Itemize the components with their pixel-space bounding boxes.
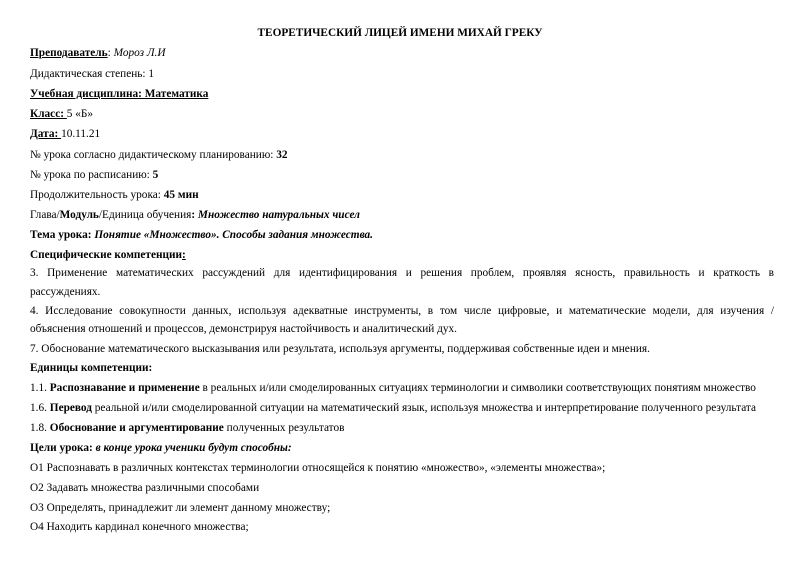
date-value: 10.11.21 bbox=[61, 128, 101, 140]
unit-1-8-rest: полученных результатов bbox=[223, 422, 345, 434]
goal-o3: О3 Определять, принадлежит ли элемент данному множеству; bbox=[30, 502, 331, 514]
class-label: Класс: bbox=[30, 108, 67, 120]
competency-item-3-cont: рассуждениях. bbox=[30, 286, 101, 298]
lesson-plan-line bbox=[30, 148, 288, 162]
teacher-label: Преподаватель bbox=[30, 47, 108, 59]
lesson-schedule-line bbox=[30, 168, 158, 182]
goal-o2: О2 Задавать множества различными способами bbox=[30, 482, 260, 494]
competencies-heading bbox=[30, 248, 186, 262]
chapter-pre: Глава/ bbox=[30, 209, 60, 221]
competencies-heading-colon: : bbox=[182, 249, 186, 261]
unit-1-1-num: 1.1. bbox=[30, 382, 50, 394]
subject-line: Учебная дисциплина: Математика bbox=[30, 88, 209, 100]
date-label: Дата: bbox=[30, 128, 62, 140]
unit-1-1-bold: Распознавание и применение bbox=[49, 382, 200, 394]
chapter-line bbox=[30, 208, 360, 222]
lesson-schedule-text: № урока по расписанию: bbox=[30, 169, 153, 181]
unit-1-1-rest: в реальных и/или смоделированных ситуациях терминологии и символики соответствующих понятиям множество bbox=[199, 382, 756, 394]
units-heading: Единицы компетенции: bbox=[30, 362, 153, 374]
topic-line bbox=[30, 228, 373, 242]
class-value: 5 «Б» bbox=[66, 108, 94, 120]
competency-item-4: 4. Исследование совокупности данных, используя адекватные инструменты, в том числе цифровые, и математические модели, для изучения / bbox=[30, 305, 774, 317]
unit-1-8 bbox=[30, 421, 344, 435]
goals-label: Цели урока: bbox=[30, 442, 96, 454]
unit-1-1 bbox=[30, 381, 756, 395]
topic-label: Тема урока: bbox=[30, 229, 95, 241]
unit-1-6-rest: реальной и/или смоделированной ситуации на математический язык, используя множества и интерпретирование полученного результата bbox=[91, 402, 757, 414]
date-line bbox=[30, 127, 100, 141]
goals-heading bbox=[30, 441, 292, 455]
teacher-sep: : bbox=[107, 47, 114, 59]
unit-1-6-bold: Перевод bbox=[49, 402, 92, 414]
competency-item-7: 7. Обоснование математического высказывания или результата, используя аргументы, поддерживая собственные идеи и мнения. bbox=[30, 343, 650, 355]
unit-1-8-bold: Обоснование и аргументирование bbox=[49, 422, 224, 434]
competency-item-3: 3. Применение математических рассуждений для идентифицирования и решения проблем, проявляя ясность, правильность и краткость в bbox=[30, 267, 774, 279]
lesson-plan-value: 32 bbox=[276, 149, 288, 161]
class-line bbox=[30, 107, 93, 121]
chapter-colon: : bbox=[191, 209, 198, 221]
chapter-post: /Единица обучения bbox=[98, 209, 192, 221]
duration-line bbox=[30, 188, 199, 202]
duration-text: Продолжительность урока: bbox=[30, 189, 164, 201]
lesson-schedule-value: 5 bbox=[152, 169, 159, 181]
competencies-heading-text: Специфические компетенции bbox=[30, 249, 183, 261]
chapter-value: Множество натуральных чисел bbox=[197, 209, 360, 221]
goal-o4: О4 Находить кардинал конечного множества; bbox=[30, 521, 249, 533]
degree-line: Дидактическая степень: 1 bbox=[30, 68, 155, 80]
page-title: ТЕОРЕТИЧЕСКИЙ ЛИЦЕЙ ИМЕНИ МИХАЙ ГРЕКУ bbox=[257, 27, 543, 39]
lesson-plan-text: № урока согласно дидактическому планированию: bbox=[30, 149, 277, 161]
topic-value: Понятие «Множество». Способы задания множества. bbox=[94, 229, 374, 241]
unit-1-6 bbox=[30, 401, 756, 415]
teacher-line bbox=[30, 46, 166, 60]
competency-item-4-cont: объяснения отношений и процессов, демонстрируя настойчивость и аналитический дух. bbox=[30, 323, 457, 335]
chapter-bold: Модуль bbox=[59, 209, 99, 221]
unit-1-6-num: 1.6. bbox=[30, 402, 50, 414]
goals-intro: в конце урока ученики будут способны: bbox=[95, 442, 292, 454]
goal-o1: О1 Распознавать в различных контекстах терминологии относящейся к понятию «множество», «элементы множества»; bbox=[30, 462, 606, 474]
duration-value: 45 мин bbox=[163, 189, 199, 201]
teacher-value: Мороз Л.И bbox=[113, 47, 166, 59]
unit-1-8-num: 1.8. bbox=[30, 422, 50, 434]
